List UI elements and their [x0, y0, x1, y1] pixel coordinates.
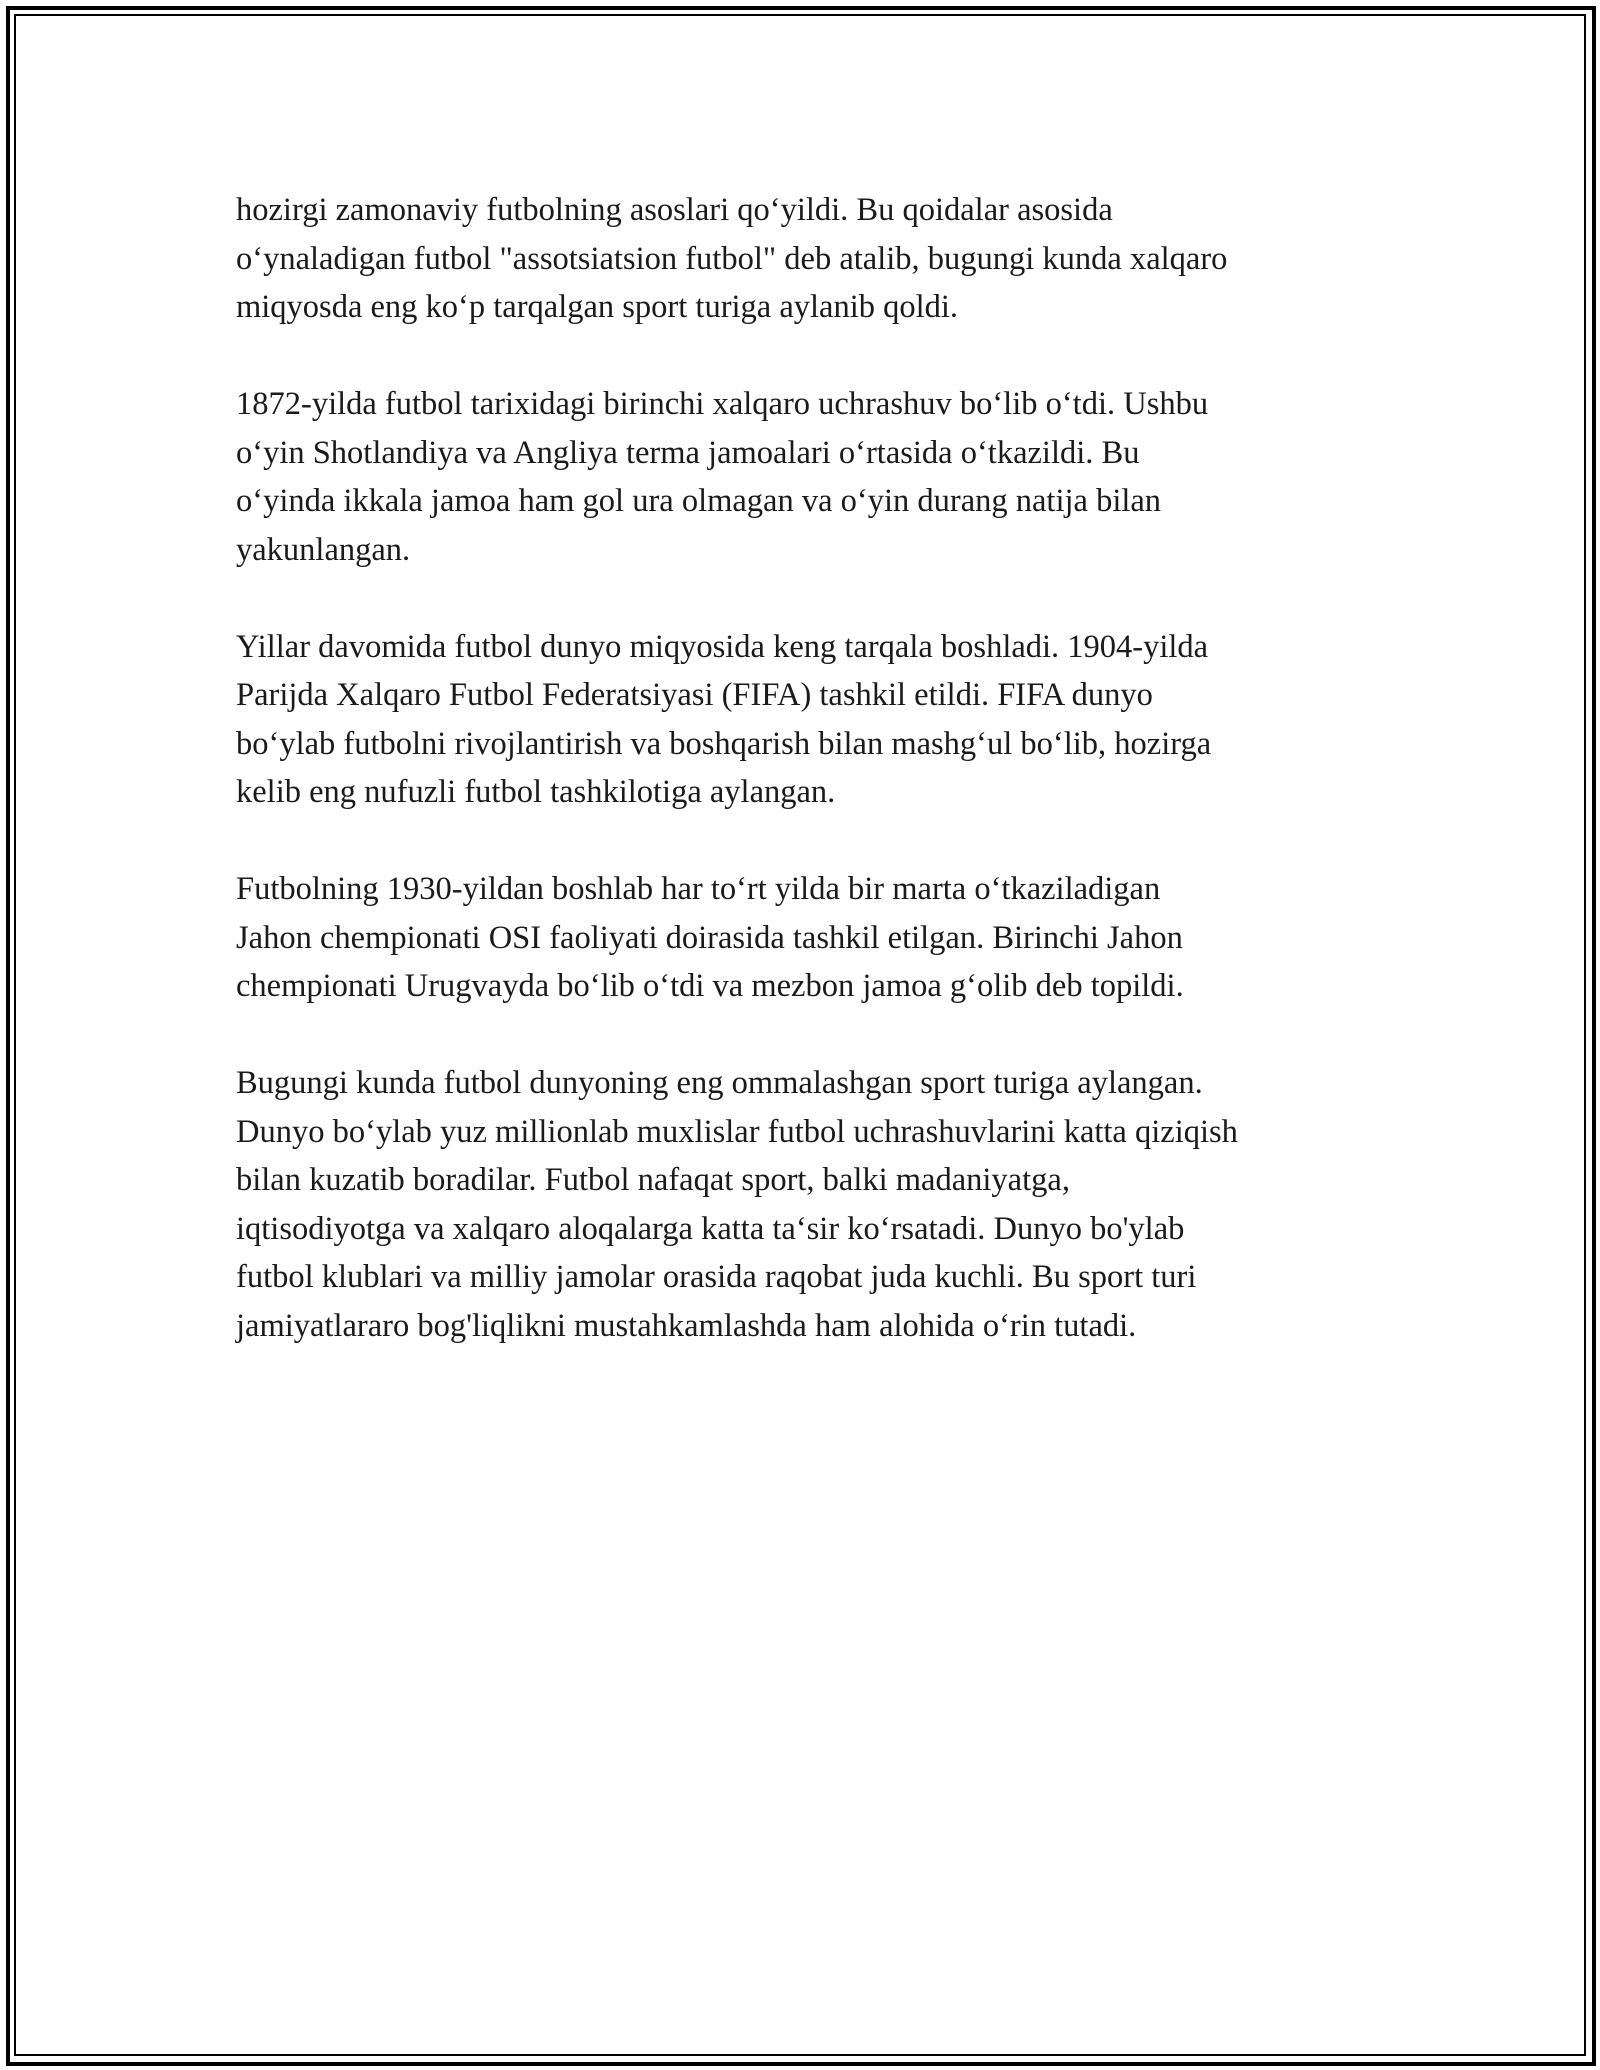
- paragraph-2: 1872-yilda futbol tarixidagi birinchi xalqaro uchrashuv bo‘lib o‘tdi. Ushbu o‘yin Shotlandiya va Angliya terma jamoalari o‘rtasida o‘tkazildi. Bu o‘yinda ikkala jamoa ham gol ura olmagan va o‘yin durang natija bilan yakunlangan.: [236, 386, 1209, 568]
- document-body: [236, 186, 1376, 1399]
- paragraph-1: hozirgi zamonaviy futbolning asoslari qo‘yildi. Bu qoidalar asosida o‘ynaladigan futbol "assotsiatsion futbol" deb atalib, bugungi kunda xalqaro miqyosda eng ko‘p tarqalgan sport turiga aylanib qoldi.: [236, 192, 1228, 325]
- paragraph-4: Futbolning 1930-yildan boshlab har to‘rt yilda bir marta o‘tkaziladigan Jahon chempionati OSI faoliyati doirasida tashkil etilgan. Birinchi Jahon chempionati Urugvayda bo‘lib o‘tdi va mezbon jamoa g‘olib deb topildi.: [236, 871, 1184, 1004]
- paragraph-3: Yillar davomida futbol dunyo miqyosida keng tarqala boshladi. 1904-yilda Parijda Xalqaro Futbol Federatsiyasi (FIFA) tashkil etildi. FIFA dunyo bo‘ylab futbolni rivojlantirish va boshqarish bilan mashg‘ul bo‘lib, hozirga kelib eng nufuzli futbol tashkilotiga aylangan.: [236, 628, 1212, 810]
- paragraph-5: Bugungi kunda futbol dunyoning eng ommalashgan sport turiga aylangan. Dunyo bo‘ylab yuz millionlab muxlislar futbol uchrashuvlarini katta qiziqish bilan kuzatib boradilar. Futbol nafaqat sport, balki madaniyatga, iqtisodiyotga va xalqaro aloqalarga katta ta‘sir ko‘rsatadi. Dunyo bo'ylab futbol klublari va milliy jamolar orasida raqobat juda kuchli. Bu sport turi jamiyatlararo bog'liqlikni mustahkamlashda ham alohida o‘rin tutadi.: [236, 1065, 1238, 1344]
